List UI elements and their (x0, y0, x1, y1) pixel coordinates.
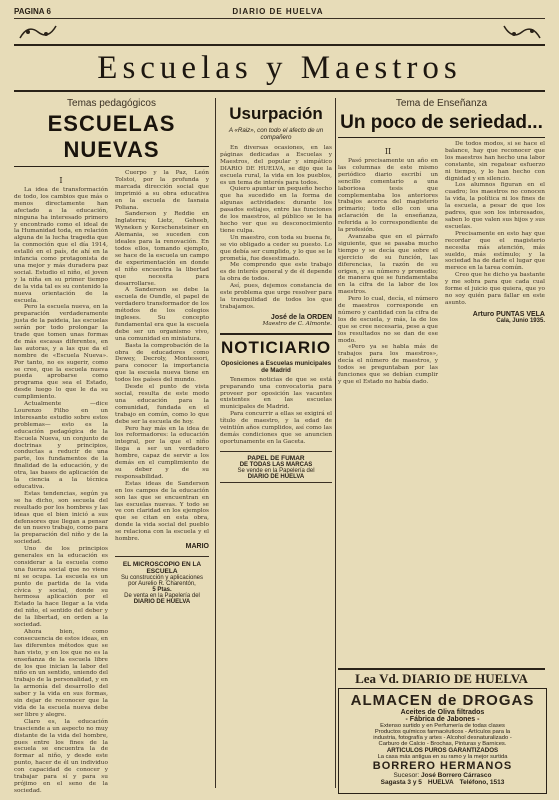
page-header (14, 4, 545, 19)
ad-price: 5 Ptas. (152, 586, 172, 593)
ad-subtitle: Aceites de Oliva filtrados (400, 709, 485, 716)
paragraph: A Sanderson se debe la escuela de Oundle, el papel de verdadero transformador de los métodos de los colegios ingleses. Su concepto fundamental era que la escuela debe ser un organismo vivo, una comunidad en miniatura. (115, 287, 209, 342)
column-rule (215, 98, 216, 788)
signature: MARIO (185, 542, 209, 550)
paragraph: Sanderson y Reddie en Inglaterra; Lietz, Geheeb, Wyneken y Kerschensteiner en Alemania, se suceden con ideales para la renovación. En todos ellos, tomando ejemplo, se hace de la escuela un campo de experimentación en donde el niño encuentra la libertad que necesita para desarrollarse. (115, 211, 209, 287)
phone: Teléfono, 1513 (459, 779, 505, 786)
paragraph: Desde el punto de vista social, resulta de este modo una educación para la comunidad, fundada en el trabajo en común, como lo que debe ser la escuela de hoy. (115, 384, 209, 425)
kicker: Tema de Enseñanza (395, 98, 488, 109)
headline: Usurpación (229, 104, 323, 123)
paper-ad (220, 451, 332, 483)
section-masthead: Escuelas y Maestros (14, 44, 545, 92)
ad-line: por Aurelio R. Charentón, (128, 580, 196, 587)
deck: A «Raiz», con todo el afecto de un compañero (228, 127, 324, 141)
successor-label: Sucesor: (393, 772, 420, 779)
kicker: Temas pedagógicos (67, 98, 156, 109)
signature: Arturo PUNTAS VELA (472, 310, 545, 318)
section-number: II (384, 147, 392, 156)
deck: Oposiciones a Escuelas municipales de Madrid (220, 359, 332, 374)
paper-name: DIARIO DE HUELVA (232, 6, 324, 16)
place-date: Cala, Junio 1935. (496, 317, 545, 324)
column-rule (335, 98, 336, 788)
column-seriedad (338, 98, 545, 386)
paragraph: Así, pues, dejemos constancia de este problema que urge resolver para la tranquilidad de todos los que trabajamos. (220, 283, 332, 310)
paragraph: La idea de transformación de todo, los cambios que más o menos directamente han afectado a la educación, ninguna ha interesado primero y encontrado como el ideal de la Humanidad toda, en relación alguna de la lucha tragedia que la conmoción que el día 1914, estalló en el país, de ahí en la infancia como protagonista de una mejor y más duradera paz social. Estudio el niño, el joven y la niña en su primer tiempo de la vida tal es su contenido la nueva orientación de la escuela. (14, 187, 108, 304)
ad-title: ALMACEN de DROGAS (350, 692, 535, 709)
headline: ESCUELAS NUEVAS (14, 111, 209, 167)
paragraph: Cuerpo y la Paz, León Tolstoi, por la profunda y marcada dirección social que imprimió a su obra educativa en la escuela de Iasnaia Poliana. (115, 170, 209, 211)
paragraph: Un maestro, con toda su buena fe, se vio obligado a ceder su puesto. Lo que debía ser cumplido, y lo que se le prometía, fue desestimado. (220, 234, 332, 262)
paragraph: Estas tendencias, según ya se ha dicho, son secuela del resultado por los hombres y las ideas que el bien inició a sus defensores que llegan a pensar de un nuevo trabajo, como para la preparación del niño y de la sociedad. (14, 490, 108, 546)
column-escuelas-nuevas (14, 98, 209, 795)
paragraph: Quiero apuntar un pequeño hecho que ha sucedido en la forma de algunas actividades: durante los pasados estiajes, entre las funciones de los maestros, al público se le ha hecho ver que su desconocimiento tiene culpa. (220, 186, 332, 234)
ad-line: Su construcción y aplicaciones (120, 574, 204, 581)
noticiario-headline: NOTICIARIO (220, 337, 332, 357)
paragraph: En diversas ocasiones, en las páginas dedicadas a Escuelas y Maestros, del popular y simpático DIARIO DE HUELVA, se dijo que la escuela rural, la vida en los pueblos, es un tema de interés para todos. (220, 145, 332, 186)
paragraph: Claro es, la educación trasciende a un aspecto no muy distante de la vida del hombre, pues entre los fines de la escuela se encuentra la de formar al niño, y desde este punto, hacer de él un individuo con capacidad de conocer y trabajar para sí y para su prójimo en el seno de la sociedad. (14, 718, 108, 794)
ad-line: DE TODAS LAS MARCAS (239, 461, 313, 468)
successor-name: José Borrero Cárrasco (421, 772, 492, 779)
ad-line: ARTICULOS PUROS GARANTIZADOS (386, 747, 499, 754)
paragraph: Pasó precisamente un año en las columnas de este mismo periódico diario escribí un sencillo comentario a una laboriosa tesis que complementaba los anteriores trabajos acerca del magisterio primario; todo ello con una aclaración de la enseñanza, referida a lo correspondiente de la profesión. (338, 158, 438, 234)
ad-subtitle: - Fábrica de Jabones - (405, 716, 480, 723)
ad-line: DIARIO DE HUELVA (247, 473, 305, 480)
right-ornament-icon (502, 22, 542, 42)
column-usurpacion (220, 98, 332, 483)
headline: Un poco de seriedad... (338, 112, 545, 138)
paragraph: «Pero ya se habla más de trabajos para los maestros», decía el número de maestros, y todos se preguntaban por las funciones que se debían cumplir y que el Estado no había dado. (338, 344, 438, 385)
read-diario-banner: Lea Vd. DIARIO DE HUELVA (338, 668, 545, 688)
paragraph: Actualmente —dice Lourenzo Filho en un interesante estudio sobre estos problemas— esto es la educación pedagógica de la Escuela Nueva, un conjunto de doctrinas y principios, conductas a reducir de una parte, los fundamentos de la finalidad de la educación, y de otra, las bases de aplicación de la ciencia a la técnica educativa. (14, 401, 108, 490)
ad-line: DIARIO DE HUELVA (133, 598, 191, 605)
ad-line: Carburo de Calcio - Brochas, Pinturas y Barnices. (378, 741, 507, 747)
ad-line: Se vende en la Papelería del (237, 467, 315, 474)
city: HUELVA (427, 779, 454, 786)
paragraph: Estas ideas de Sanderson en los campos de la educación son las que se encuentran en las escuelas nuevas. Y todo se ve con claridad en los ejemplos que se citan en esta obra, donde la vida social del pueblo se relaciona con la escuela y el hombre. (115, 480, 209, 543)
section-number: I (59, 176, 63, 185)
ad-line: La casa más antigua en su ramo y la mejor surtida (377, 754, 508, 760)
paragraph: Creo que he dicho ya bastante y me sobra para que cada cual forme el juicio que quiera, que yo no soy quién para fallar en este asunto. (445, 272, 545, 306)
paragraph: Tenemos noticias de que se está preparando una convocatoria para proveer por oposición las vacantes existentes en las escuelas municipales de Madrid. (220, 376, 332, 411)
paragraph: Pero la escuela nueva, en la preparación verdaderamente justa de la paideia, las escuelas serán por todo prolongar la trade que tomen unas formas de más escasas diferentes, en las autoras, y a las que da el nombre de «Escuela Nueva». Por tanto, no es sugerir, como se cree, que la escuela nueva pueda aprobarse como programa que sea el Estado, desde luego lo que le da su cumplimiento. (14, 304, 108, 401)
ad-line: industria, fotografía y artes - Alcohol desnaturalizado - (373, 735, 512, 741)
paragraph: Pero hay más en la idea de los reformadores: la educación integral, por la que el niño llega a ser un verdadero hombre, capaz de servir a los demás en el cumplimiento de su deber y de su responsabilidad. (115, 425, 209, 480)
ad-line: De venta en la Papelería del (124, 592, 200, 599)
paragraph: Pero lo cual, decía, el número de maestros corresponde en número y cantidad con la cifra de los de escuela, y más, la de los que se cree necesaria, pese a que los resultados no se dan de ese modo. (338, 296, 438, 344)
paragraph: Basta la comprobación de la obra de educadores como Dewey, Decroly, Montessori, para conocer la importancia que la escuela nueva tiene en todos los países del mundo. (115, 342, 209, 384)
drogas-advertisement (338, 688, 547, 794)
book-ad (115, 556, 209, 605)
ad-title: PAPEL DE FUMAR (247, 454, 305, 462)
address: Sagasta 3 y 5 (380, 779, 422, 786)
paragraph: Me comprendo que este trabajo es de interés general y de él depende la obra de todos. (220, 262, 332, 283)
ad-line: Extenso surtido y en Perfumería de todas clases (380, 723, 505, 729)
paragraph: Uno de los principios generales en la educación es considerar a la escuela como una fuerza social que no viene ni se ocupa. La escuela es un punto de partida de la vida cívica y social, donde su hermosa aplicación por el Estado la hace llegar a la vida del niño, el sentido del deber y de la libertad, en orden a la sociedad. (14, 546, 108, 629)
ad-line: Productos químicos farmacéuticos - Artículos para la (374, 729, 511, 735)
ad-title: EL MICROSCOPIO EN LA ESCUELA (122, 560, 202, 575)
paragraph: Para concurrir a ellas se exigirá el título de maestro, y la edad de veintiún años cumplidos, así como las demás condiciones que se anuncien oportunamente en la Gaceta. (220, 411, 332, 445)
paragraph: Precisamente en esto hay que recordar que el magisterio necesita más atención, más sueldo, más estímulo; y la sociedad ha de darle el lugar que merece en la tarea común. (445, 230, 545, 272)
signature: José de la ORDEN (270, 313, 332, 321)
left-ornament-icon (18, 22, 58, 42)
paragraph: De todos modos, si se hace el balance, hay que reconocer que los maestros han hecho una labor constante, sin regatear esfuerzo ni tiempo, y lo han hecho con dignidad y en silencio. (445, 141, 545, 182)
company-name: BORRERO HERMANOS (372, 760, 513, 772)
paragraph: Ahora bien, como consecuencia de estos ideas, en las diferentes métodos que se han visto, y en los que no es la enseñanza de la escuela libre de los que inician la labor del niño en un sentido, uniendo del trabajo de la personalidad, y en la armonía del desarrollo del saber y la vida en sus formas, sin dejar de reconocer que la vida de la escuela nueva debe ser libre y alegre. (14, 629, 108, 718)
paragraph: Avanzaba que en el párrafo siguiente, que se pasaba mucho tiempo y se decía que sobre el ejercicio de su función, las diferencias, la razón de su origen, y su número y promedio; de manera que se fundamentaba en la cifra de la labor de los maestros. (338, 233, 438, 296)
page-number: PAGINA 6 (14, 6, 51, 16)
signature-sub: Maestro de C. Almonte. (262, 320, 332, 327)
paragraph: Los alumnos figuran en el cuadro; los maestros no conocen la vida, la política ni los fines de la escuela, a pesar de que los padres, que son los interesados, saben lo que valen sus hijos y sus escuelas. (445, 182, 545, 230)
